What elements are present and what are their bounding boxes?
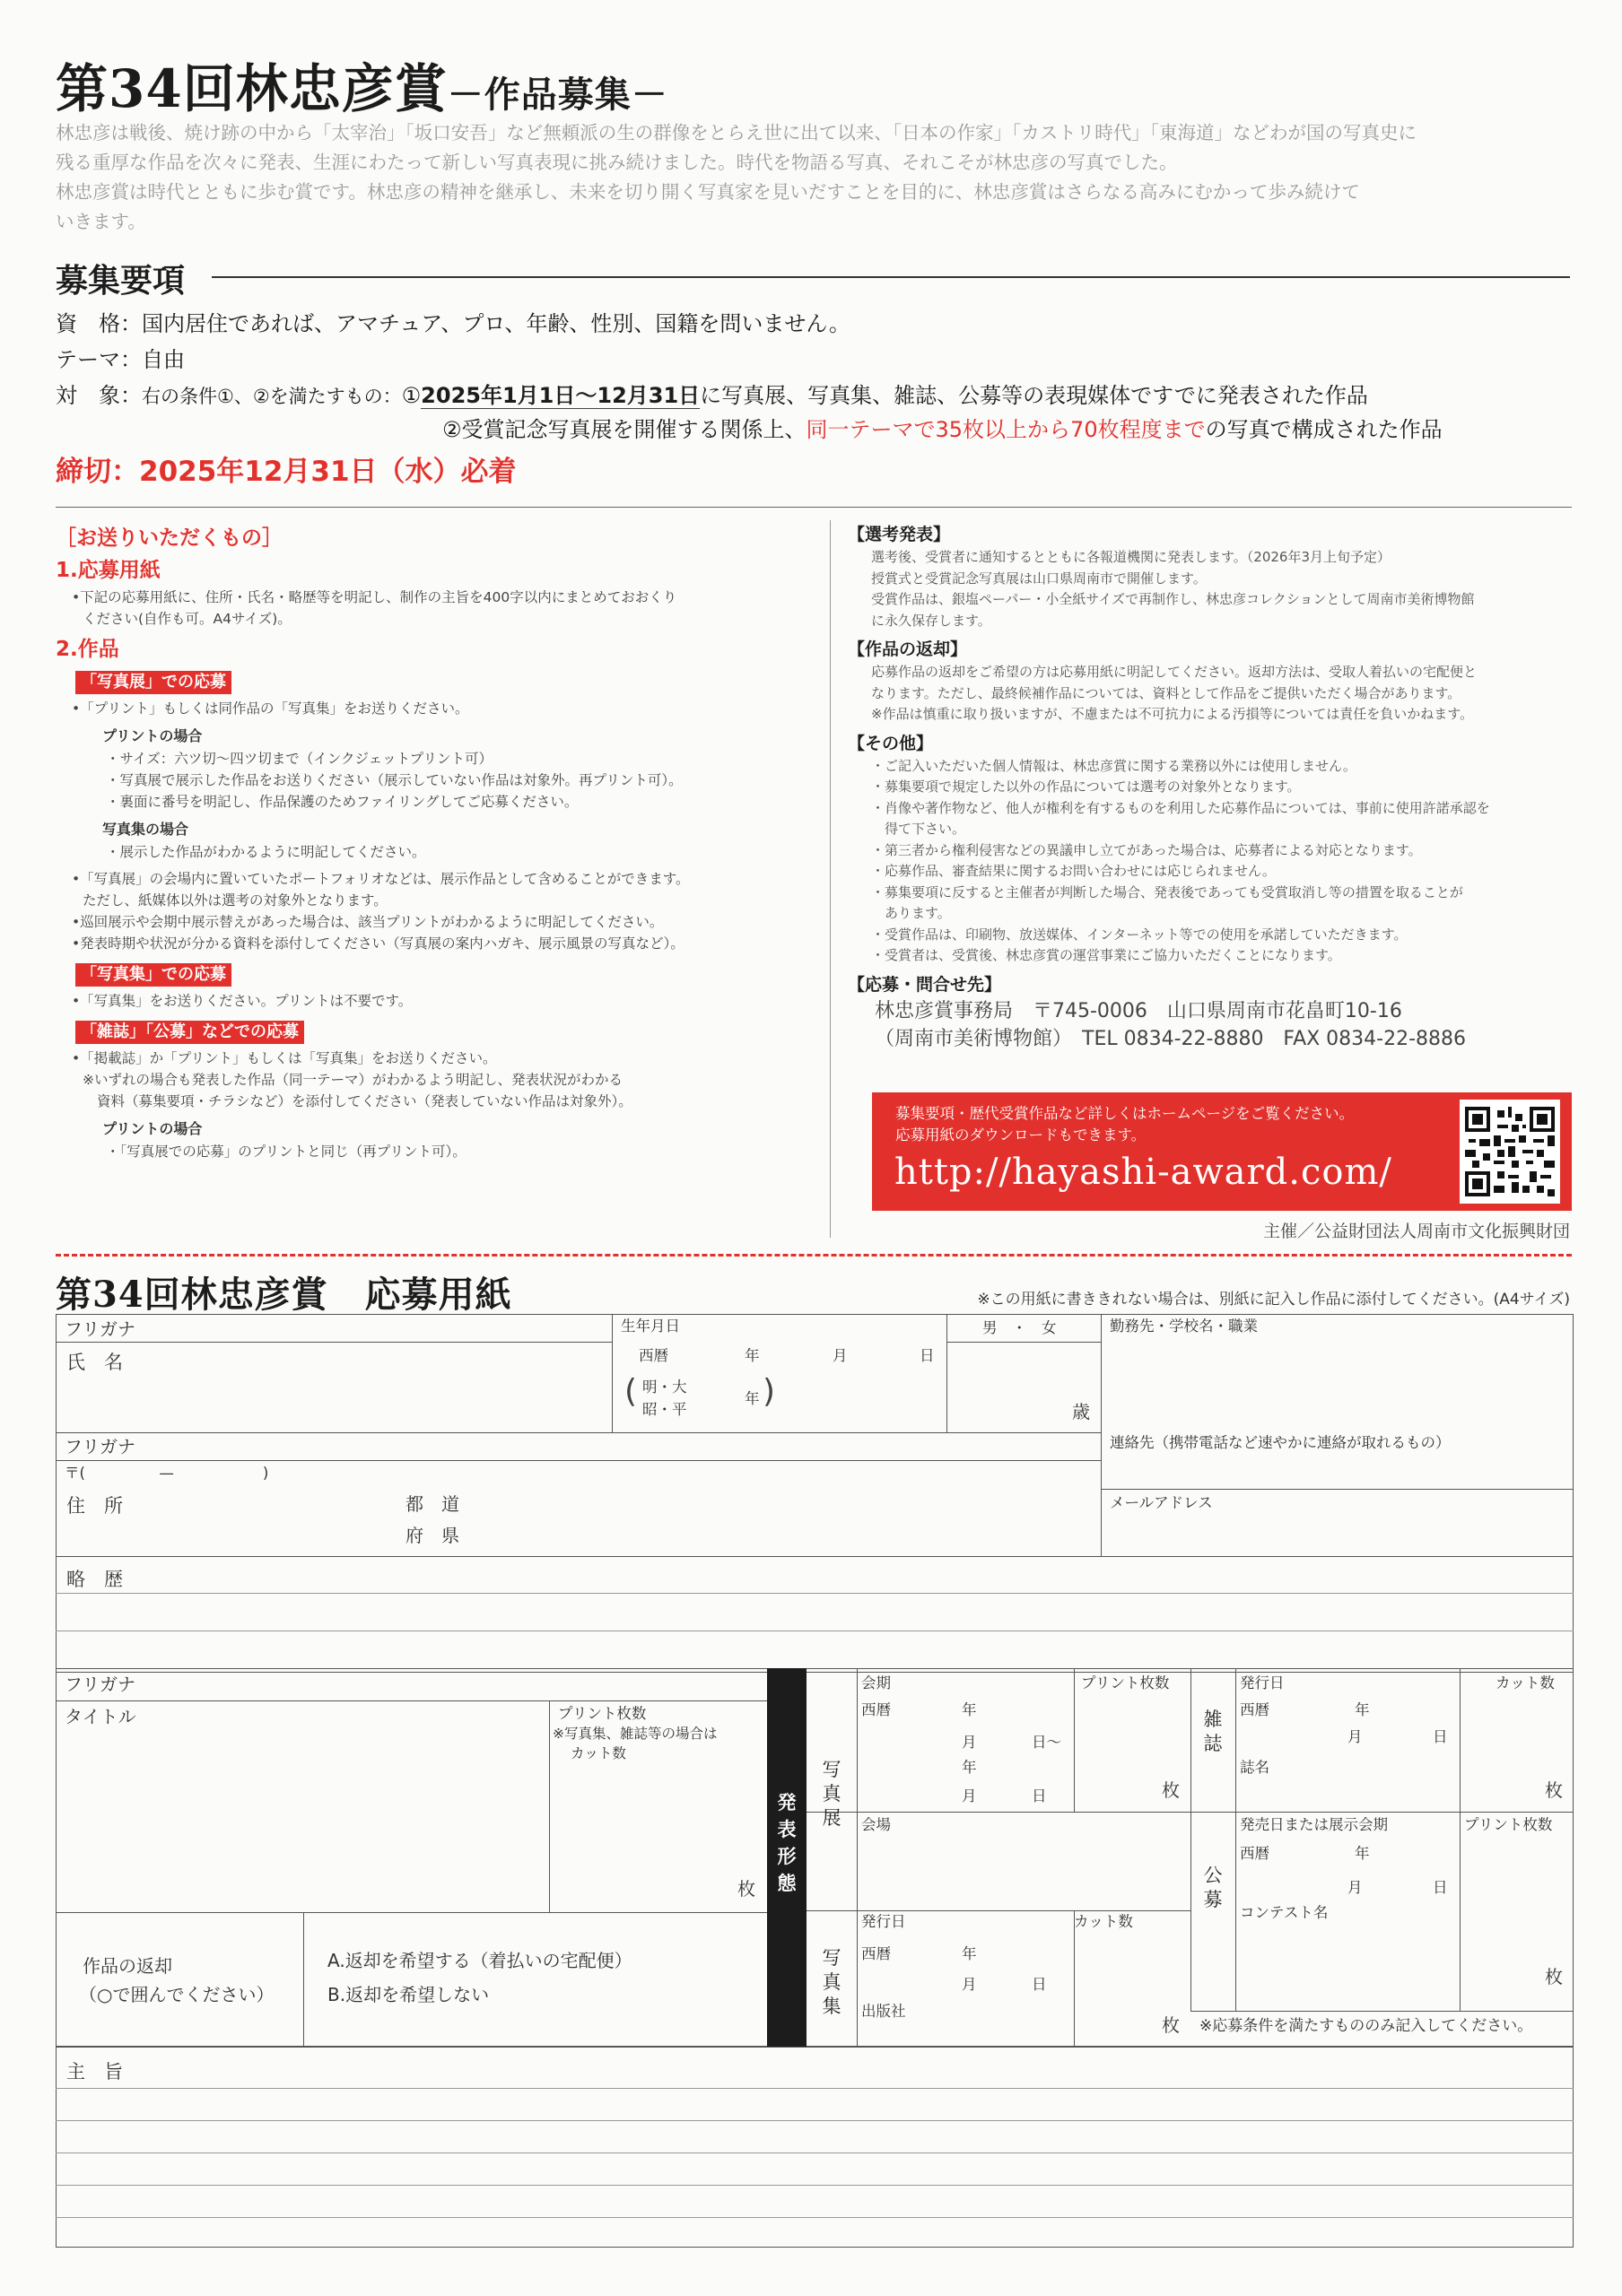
section-application-form: 1.応募用紙 [56,559,161,582]
contest-year[interactable]: 年 [1355,1845,1370,1862]
era-bracket: ) [763,1373,776,1410]
personal-info-block [56,1314,1574,1673]
name-furigana-field[interactable]: フリガナ [65,1318,135,1340]
photobook-day[interactable]: 日 [1032,1976,1047,1993]
works-block [56,1668,1574,2047]
magazine-tag: 「雑誌」「公募」などでの応募 [75,1021,304,1044]
print-count-label: プリント枚数 [558,1705,647,1722]
exhibit-tag: 「写真展」での応募 [75,671,231,694]
return-option-a[interactable]: A.返却を希望する（着払いの宅配便） [327,1950,632,1971]
grid-line [1235,1668,1236,2011]
contest-date-label: 発売日または展示会期 [1240,1816,1388,1833]
return-heading: 【作品の返却】 [848,639,968,659]
grid-line [549,1700,550,1912]
target-label: 対 象： [56,383,142,408]
other-item: ・応募作品、審査結果に関するお問い合わせには応じられません。 [871,863,1276,879]
grid-line [56,2152,1574,2153]
purpose-field[interactable]: 主 旨 [66,2061,123,2083]
contact-address: 林忠彦賞事務局 〒745-0006 山口県周南市花畠町10-16 [875,999,1402,1022]
organizer: 主催／公益財団法人周南市文化振興財団 [1262,1222,1570,1241]
grid-line [56,2088,1574,2089]
magazine-print-heading: プリントの場合 [102,1120,203,1137]
return-text: ※作品は慎重に取り扱いますが、不慮または不可抗力による汚損等については責任を負いかねます。 [871,706,1474,722]
exhibition-period-label: 会期 [861,1674,891,1692]
requirements-heading: 募集要項 [56,263,186,300]
era-bracket: ( [624,1373,638,1410]
print-rule: ・裏面に番号を明記し、作品保護のためファイリングしてご応募ください。 [106,794,579,810]
photobook-date-label: 発行日 [861,1913,906,1930]
photobook-tag: 「写真集」での応募 [75,963,231,987]
birth-seireki: 西暦 [639,1347,668,1364]
intro-line: いきます。 [56,211,146,232]
cond2-pre: ②受賞記念写真展を開催する関係上、 [442,417,807,442]
return-hint: （○で囲んでください） [79,1984,275,2005]
presentation-form-band [767,1668,807,2047]
magazine-print-rule: ・「写真展での応募」のプリントと同じ（再プリント可）。 [106,1144,467,1160]
grid-line [1101,1489,1574,1490]
magazine-label: 雑 誌 [1203,1709,1223,1754]
birth-day[interactable]: 日 [920,1347,935,1364]
exhibit-text: •「プリント」もしくは同作品の「写真集」をお送りください。 [72,700,469,717]
theme-row [56,344,185,376]
intro-line: 残る重厚な作品を次々に発表、生涯にわたって新しい写真表現に挑み続けました。時代を物語る写真、それこそが林忠彦の写真でした。 [56,152,1178,173]
other-heading: 【その他】 [848,733,934,753]
exhibition-end-year[interactable]: 年 [962,1759,977,1776]
other-item: ・募集要項で規定した以外の作品については選考の対象外となります。 [871,778,1301,795]
title-subtitle: －作品募集－ [447,74,668,116]
birth-month[interactable]: 月 [833,1347,848,1364]
selection-text: に永久保存します。 [871,612,991,629]
magazine-text: 資料（募集要項・チラシなど）を添付してください（発表していない作品は対象外）。 [97,1093,632,1109]
magazine-cut-count-unit[interactable]: 枚 [1545,1779,1563,1801]
grid-line [1190,2011,1574,2012]
photobook-text: •「写真集」をお送りください。プリントは不要です。 [72,993,413,1009]
grid-line [807,1812,1190,1813]
section-works: 2.作品 [56,638,119,661]
application-form-text: ください(自作も可。A4サイズ)。 [83,611,292,627]
website-banner [872,1092,1572,1211]
grid-line [56,1912,767,1913]
print-count-note: カット数 [571,1745,626,1761]
banner-line: 応募用紙のダウンロードもできます。 [895,1126,1147,1144]
career-field[interactable]: 略 歴 [66,1569,123,1590]
send-heading: ［お送りいただくもの］ [56,526,283,550]
return-label: 作品の返却 [83,1955,172,1977]
send-items-section [56,522,814,1162]
photobook-cut-count-unit[interactable]: 枚 [1162,2014,1180,2036]
photobook-month[interactable]: 月 [962,1976,977,1993]
magazine-date-label: 発行日 [1240,1674,1285,1692]
prefecture-fuken: 府 県 [406,1525,459,1546]
grid-line [1190,1668,1191,2011]
website-url-link[interactable]: http://hayashi-award.com/ [894,1152,1392,1193]
workplace-field[interactable]: 勤務先・学校名・職業 [1110,1318,1258,1335]
eligibility-value: 国内居住であれば、アマチュア、プロ、年齢、性別、国籍を問いません。 [142,311,850,336]
magazine-text: ※いずれの場合も発表した作品（同一テーマ）がわかるよう明記し、発表状況がわかる [83,1072,623,1088]
grid-line [56,1432,1101,1433]
other-item: 得て下さい。 [871,821,966,837]
contest-seireki: 西暦 [1240,1845,1269,1862]
photobook-label: 写 真 集 [822,1947,842,2017]
sex-choice[interactable]: 男 ・ 女 [982,1319,1057,1336]
publisher-field[interactable]: 出版社 [861,2003,906,2020]
exhibition-start-day[interactable]: 日～ [1032,1734,1061,1751]
qr-code-graphic [1465,1105,1555,1198]
grid-line [1101,1314,1102,1556]
form-note: ※この用紙に書ききれない場合は、別紙に記入し作品に添付してください。(A4サイズ) [977,1291,1570,1309]
postal-code-field[interactable]: 〒( — ) [65,1465,269,1482]
grid-line [56,1593,1574,1594]
phone-contact-field[interactable]: 連絡先（携帯電話など速やかに連絡が取れるもの） [1110,1434,1451,1451]
contact-heading: 【応募・問合せ先】 [848,974,1002,995]
exhibition-print-count-label: プリント枚数 [1081,1674,1170,1692]
other-item: ・受賞者は、受賞後、林忠彦賞の運営事業にご協力いただくことになります。 [871,947,1341,963]
exhibition-start-month[interactable]: 月 [962,1734,977,1751]
intro-line: 林忠彦は戦後、焼け跡の中から「太宰治」「坂口安吾」など無頼派の生の群像をとらえ世に出て以来、「日本の作家」「カストリ時代」「東海道」などわが国の写真史に [56,122,1417,144]
grid-line [1074,1668,1075,1812]
prefecture-todo: 都 道 [406,1493,459,1515]
grid-line [1460,1812,1461,2011]
email-field[interactable]: メールアドレス [1110,1494,1213,1511]
other-item: ・肖像や著作物など、他人が権利を有するものを利用した応募作品については、事前に使用許諾承認を [871,799,1490,816]
exhibit-note: ただし、紙媒体以外は選考の対象外となります。 [83,892,388,909]
contest-month[interactable]: 月 [1347,1879,1363,1896]
banner-line: 募集要項・歴代受賞作品など詳しくはホームページをご覧ください。 [895,1105,1355,1122]
contest-label: 公 募 [1203,1865,1223,1910]
other-item: ・受賞作品は、印刷物、放送媒体、インターネット等での使用を承諾していただきます。 [871,926,1408,943]
exhibition-seireki: 西暦 [861,1701,891,1718]
cut-line [56,1254,1572,1257]
page-title [56,47,668,122]
exhibit-note: •「写真展」の会場内に置いていたポートフォリオなどは、展示作品として含めることができます。 [72,871,690,887]
grid-line [56,2217,1574,2218]
grid-line [56,1342,612,1343]
eligibility-label: 資 格： [56,311,142,336]
magazine-month[interactable]: 月 [1347,1728,1363,1745]
form-title: 第34回林忠彦賞 応募用紙 [56,1274,512,1316]
exhibition-start-year[interactable]: 年 [962,1701,977,1718]
exhibition-print-count-unit[interactable]: 枚 [1162,1779,1180,1801]
exhibit-note: •発表時期や状況が分かる資料を添付してください（写真展の案内ハガキ、展示風景の写真など）。 [72,935,685,952]
print-count-unit[interactable]: 枚 [737,1878,755,1900]
magazine-text: •「掲載誌」か「プリント」もしくは「写真集」をお送りください。 [72,1050,497,1066]
exhibit-note: •巡回展示や会期中展示替えがあった場合は、該当プリントがわかるように明記してください。 [72,914,664,930]
intro-text [56,118,1572,237]
birth-date-label: 生年月日 [621,1318,680,1335]
divider [56,507,1572,508]
contest-day[interactable]: 日 [1433,1879,1448,1896]
magazine-year[interactable]: 年 [1355,1701,1370,1718]
work-title-field[interactable]: タイトル [65,1706,136,1727]
selection-text: 選考後、受賞者に通知するとともに各報道機関に発表します。（2026年3月上旬予定） [871,549,1391,565]
grid-line [303,1912,304,2047]
return-text: なります。ただし、最終候補作品については、資料として作品をご提供いただく場合があります。 [871,684,1461,701]
contact-phone: （周南市美術博物館） TEL 0834-22-8880 FAX 0834-22-8886 [875,1027,1467,1050]
selection-text: 授賞式と受賞記念写真展は山口県周南市で開催します。 [871,570,1207,587]
theme-label: テーマ： [56,347,142,372]
cond1-text: に写真展、写真集、雑誌、公募等の表現媒体ですでに発表された作品 [700,383,1368,408]
selection-text: 受賞作品は、銀塩ペーパー・小全紙サイズで再制作し、林忠彦コレクションとして周南市美術博物館 [871,591,1475,607]
info-section [848,522,1573,1053]
magazine-cut-count-label: カット数 [1496,1674,1555,1692]
name-field[interactable]: 氏 名 [66,1352,123,1373]
photobook-year[interactable]: 年 [962,1945,977,1962]
grid-line [612,1314,613,1432]
exhibition-label: 写 真 展 [822,1759,842,1829]
heading-rule [212,276,1570,278]
era-year[interactable]: 年 [745,1390,760,1407]
era-option-meiji-taisho[interactable]: 明・大 [642,1378,687,1396]
title-furigana-field[interactable]: フリガナ [65,1674,135,1695]
theme-value: 自由 [142,347,185,372]
grid-line [807,1910,1190,1911]
magazine-day[interactable]: 日 [1433,1728,1448,1745]
deadline: 締切：2025年12月31日（水）必着 [56,456,517,488]
address-furigana-field[interactable]: フリガナ [65,1436,135,1457]
presentation-form-label: 発 表 形 態 [777,1792,797,1894]
contest-print-count-label: プリント枚数 [1464,1816,1553,1833]
cond1-mark: ① [401,383,422,408]
return-text: 応募作品の返却をご希望の方は応募用紙に明記してください。返却方法は、受取人着払いの宅配便と [871,664,1478,680]
eligibility-row [56,308,850,340]
grid-line [946,1314,947,1432]
era-option-showa-heisei[interactable]: 昭・平 [642,1401,687,1418]
exhibition-end-month[interactable]: 月 [962,1787,977,1805]
magazine-name-field[interactable]: 誌名 [1240,1759,1269,1776]
photobook-cut-count-label: カット数 [1074,1913,1133,1930]
book-case-heading: 写真集の場合 [102,821,189,838]
age-field[interactable]: 歳 [1072,1401,1090,1422]
grid-line [56,1700,767,1701]
cond2-row [442,413,1443,446]
cond2-highlight: 同一テーマで35枚以上から70枚程度まで [806,417,1206,442]
other-item: あります。 [871,905,951,921]
print-case-heading: プリントの場合 [102,727,203,744]
grid-line [857,1668,858,2047]
contest-name-field[interactable]: コンテスト名 [1240,1904,1329,1921]
address-field[interactable]: 住 所 [66,1495,123,1517]
cond2-post: の写真で構成された作品 [1205,417,1443,442]
qr-code-icon[interactable] [1460,1100,1560,1204]
contest-print-count-unit[interactable]: 枚 [1545,1966,1563,1987]
print-rule: ・写真展で展示した作品をお送りください（展示していない作品は対象外。再プリント可）。 [106,772,683,788]
magazine-seireki: 西暦 [1240,1701,1269,1718]
title-main: 第34回林忠彦賞 [56,58,448,119]
intro-line: 林忠彦賞は時代とともに歩む賞です。林忠彦の精神を継承し、未来を切り開く写真家を見いだすことを目的に、林忠彦賞はさらなる高みにむかって歩み続けて [56,181,1360,203]
application-form-text: •下記の応募用紙に、住所・氏名・略歴等を明記し、制作の主旨を400字以内にまとめておおくり [72,589,677,605]
print-count-note: ※写真集、雑誌等の場合は [553,1726,718,1742]
other-item: ・募集要項に反すると主催者が判断した場合、発表後であっても受賞取消し等の措置を取ることが [871,883,1463,900]
grid-line [56,1460,1101,1461]
book-rule: ・展示した作品がわかるように明記してください。 [106,844,426,860]
other-item: ・ご記入いただいた個人情報は、林忠彦賞に関する業務以外には使用しません。 [871,757,1356,774]
grid-line [1460,1668,1461,1812]
grid-line [56,2120,1574,2121]
target-row [56,379,1368,413]
target-intro: 右の条件①、②を満たすもの： [142,386,402,407]
print-rule: ・サイズ：六ツ切～四ツ切まで（インクジェットプリント可） [106,751,493,767]
return-option-b[interactable]: B.返却を希望しない [327,1984,490,2005]
exhibition-end-day[interactable]: 日 [1032,1787,1047,1805]
cond1-date: 2025年1月1日～12月31日 [421,383,701,408]
column-divider [830,520,831,1238]
grid-line [56,1556,1574,1557]
birth-year[interactable]: 年 [745,1347,760,1364]
banner-text [895,1103,1354,1146]
grid-line [56,2185,1574,2186]
selection-heading: 【選考発表】 [848,525,951,544]
condition-note: ※応募条件を満たすもののみ記入してください。 [1199,2017,1533,2035]
grid-line [946,1342,1101,1343]
other-item: ・第三者から権利侵害などの異議申し立てがあった場合は、応募者による対応となります。 [871,841,1422,858]
grid-line [1190,1812,1574,1813]
photobook-seireki: 西暦 [861,1945,891,1962]
exhibition-venue-field[interactable]: 会場 [861,1816,891,1833]
